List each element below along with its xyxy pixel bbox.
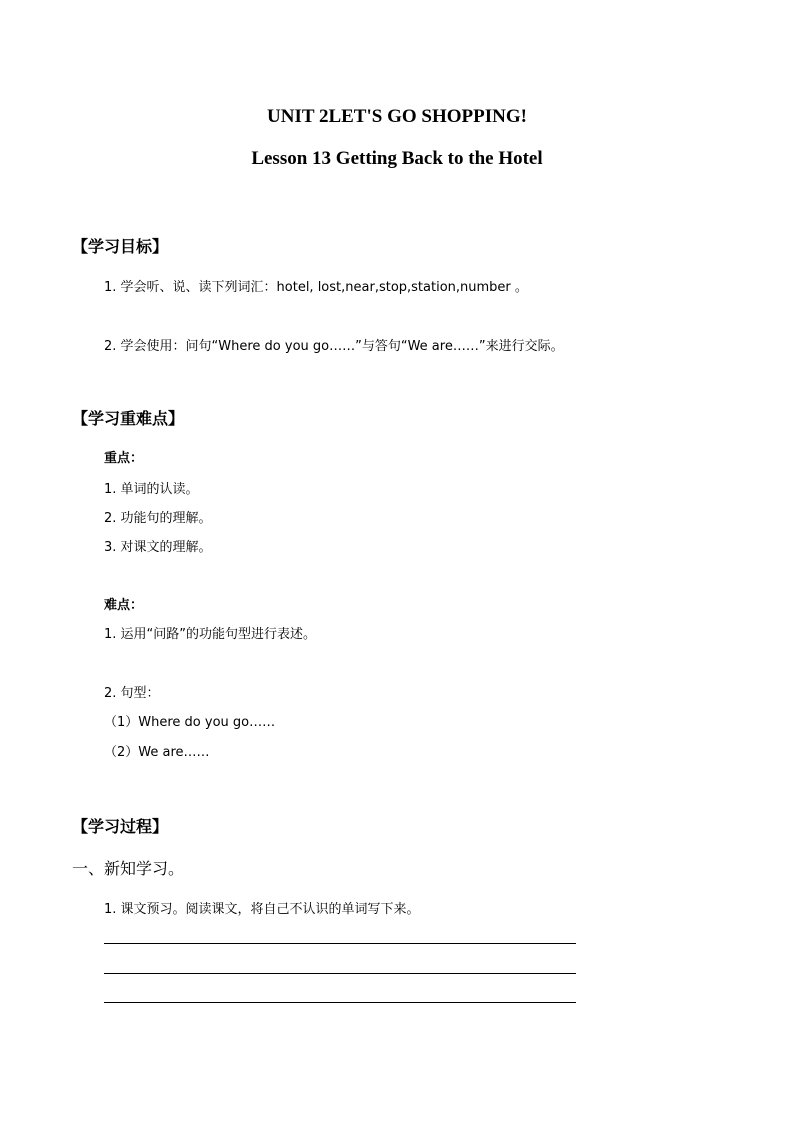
difficult-item-2: 2. 句型： (104, 686, 160, 701)
key-label: 重点： (104, 451, 144, 466)
key-item-1: 1. 单词的认读。 (104, 482, 199, 497)
pattern-1: （1）Where do you go…… (104, 715, 276, 730)
difficult-label: 难点： (104, 598, 144, 613)
section-new-knowledge: 一、新知学习。 (72, 859, 185, 878)
answer-line-1[interactable] (104, 943, 576, 944)
answer-line-3[interactable] (104, 1002, 576, 1003)
unit-title: UNIT 2LET'S GO SHOPPING! (267, 106, 527, 127)
key-points-heading: 【学习重难点】 (72, 409, 185, 428)
objective-item-1: 1. 学会听、说、读下列词汇：hotel, lost,near,stop,station,number 。 (104, 280, 528, 295)
lesson-title: Lesson 13 Getting Back to the Hotel (251, 148, 543, 169)
objectives-heading: 【学习目标】 (72, 237, 169, 256)
task-1: 1. 课文预习。阅读课文，将自己不认识的单词写下来。 (104, 902, 420, 917)
objective-item-2: 2. 学会使用：问句“Where do you go……”与答句“We are……”来进行交际。 (104, 339, 564, 354)
process-heading: 【学习过程】 (72, 817, 169, 836)
pattern-2: （2）We are…… (104, 745, 210, 760)
key-item-3: 3. 对课文的理解。 (104, 540, 212, 555)
key-item-2: 2. 功能句的理解。 (104, 511, 212, 526)
difficult-item-1: 1. 运用“问路”的功能句型进行表述。 (104, 627, 317, 642)
answer-line-2[interactable] (104, 973, 576, 974)
